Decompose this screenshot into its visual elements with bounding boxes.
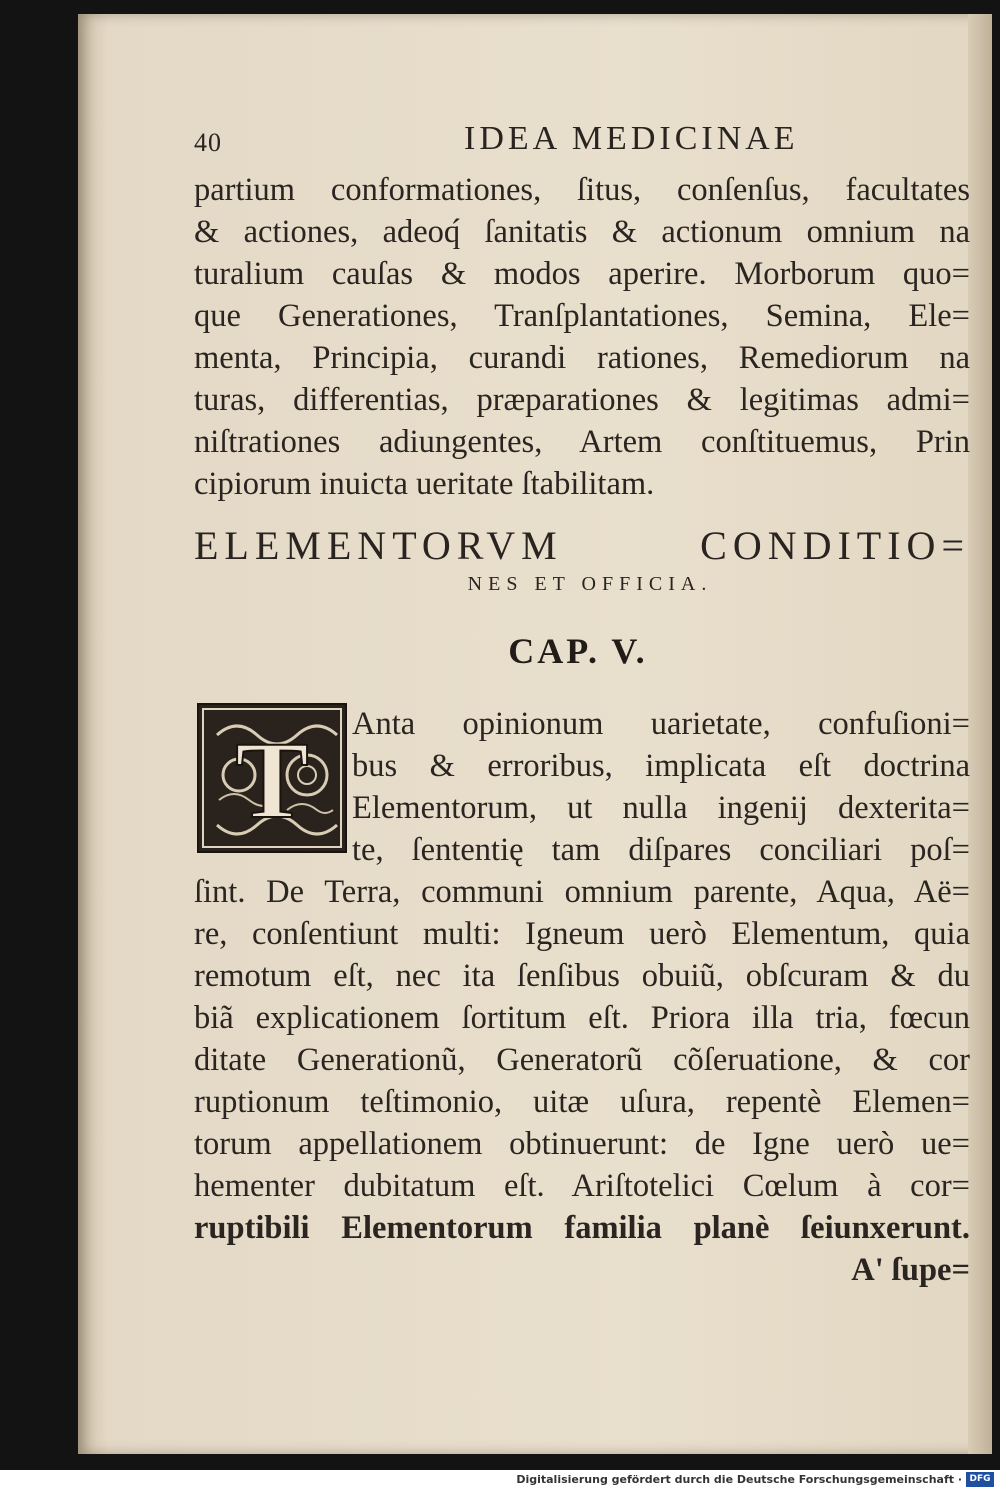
svg-text:T: T <box>235 719 309 841</box>
page-header <box>194 120 954 164</box>
text-line: re, conſentiunt multi: Igneum uerò Elementum, quia <box>194 916 970 952</box>
text-line: turas, differentias, præparationes & legitimas admi= <box>194 382 970 418</box>
chapter-heading: CAP. V. <box>508 631 648 671</box>
catchword: A' ſupe= <box>851 1252 970 1288</box>
text-line: menta, Principia, curandi rationes, Remediorum na <box>194 340 970 376</box>
text-line: turalium cauſas & modos aperire. Morborum quo= <box>194 256 970 292</box>
text-line: Elementorum, ut nulla ingenij dexterita= <box>352 790 970 826</box>
text-line: torum appellationem obtinuerunt: de Igne uerò ue= <box>194 1126 970 1162</box>
text-line: remotum eſt, nec ita ſenſibus obuiũ, obſcuram & du <box>194 958 970 994</box>
text-line: niſtrationes adiungentes, Artem conſtituemus, Prin <box>194 424 970 460</box>
running-title: IDEA MEDICINAE <box>464 120 799 157</box>
section-heading: ELEMENTORVM CONDITIO= <box>194 523 970 568</box>
digitization-credit: Digitalisierung gefördert durch die Deutsche Forschungsgemeinschaft · <box>516 1473 962 1486</box>
text-line: ditate Generationũ, Generatorũ cõſeruatione, & cor <box>194 1042 970 1078</box>
text-line: ſint. De Terra, communi omnium parente, Aqua, Aë= <box>194 874 970 910</box>
section-subheading: NES ET OFFICIA. <box>467 573 713 595</box>
decorated-initial <box>197 703 347 853</box>
text-line: bus & erroribus, implicata eſt doctrina <box>352 748 970 784</box>
text-line: te, ſententię tam diſpares conciliari poſ= <box>352 832 970 868</box>
text-line: ruptionum teſtimonio, uitæ uſura, repentè Elemen= <box>194 1084 970 1120</box>
text-line: Anta opinionum uarietate, confuſioni= <box>352 706 970 742</box>
text-line: cipiorum inuicta ueritate ſtabilitam. <box>194 466 655 502</box>
text-line: partium conformationes, ſitus, conſenſus, facultates <box>194 172 970 208</box>
text-line: ruptibili Elementorum familia planè ſeiunxerunt. <box>194 1210 970 1246</box>
text-line: que Generationes, Tranſplantationes, Semina, Ele= <box>194 298 970 334</box>
page-edge <box>968 14 992 1454</box>
page-number: 40 <box>194 128 222 157</box>
text-line: biã explicationem ſortitum eſt. Priora illa tria, fœcun <box>194 1000 970 1036</box>
ornament-icon <box>199 705 345 851</box>
dfg-logo: DFG <box>966 1472 994 1487</box>
text-line: & actiones, adeoq́ ſanitatis & actionum omnium na <box>194 214 970 250</box>
text-line: hementer dubitatum eſt. Ariſtotelici Cœlum à cor= <box>194 1168 970 1204</box>
